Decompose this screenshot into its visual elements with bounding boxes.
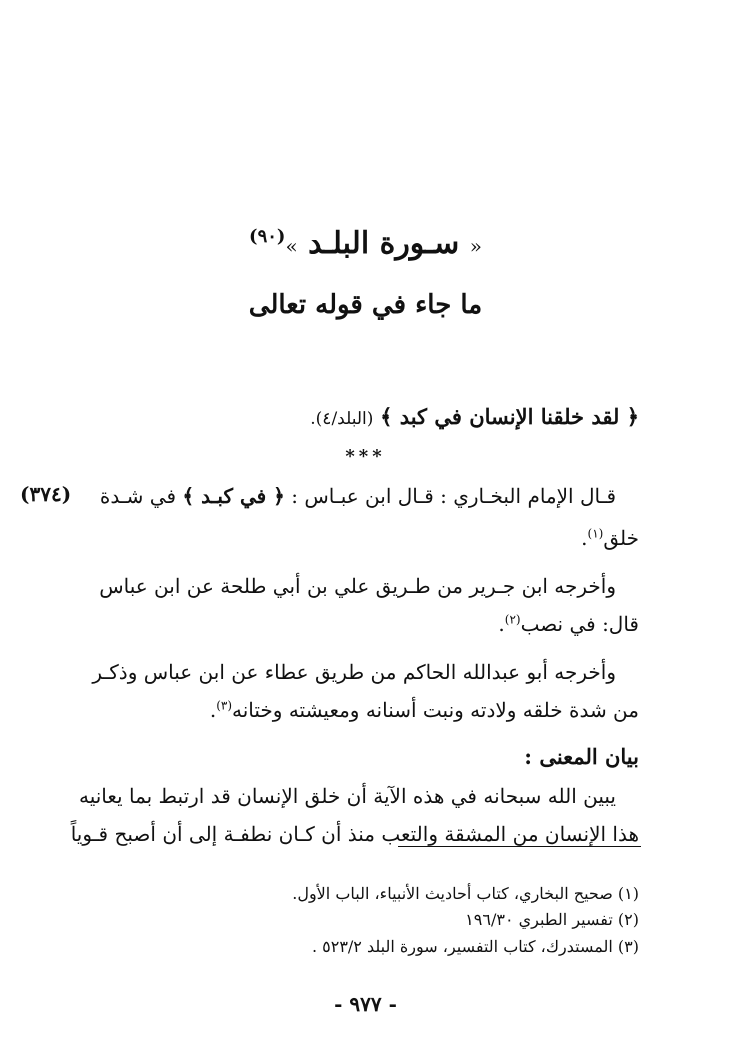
paragraph-text: . [498,612,505,636]
paragraph-text: في شـدة [99,484,183,508]
paragraph-1-line-1 [100,484,616,508]
paragraph-text: قـال الإمام البخـاري : قـال ابن عبـاس : [284,484,616,508]
footnote-ref: (٢) [504,612,521,627]
hadith-number: (٣٧٤) [20,482,72,506]
footnote-number: (٢) [617,910,639,929]
footnote-1 [292,884,639,903]
paragraph-text: . [581,526,588,550]
footnote-divider [398,846,641,847]
meaning-heading: بيان المعنى : [524,744,639,769]
meaning-line-2: هذا الإنسان من المشقة والتعب منذ أن كـان نطفـة إلى أن أصبح قـوياً [70,822,639,846]
footnote-number: (٣) [617,937,639,956]
page-number: - ٩٧٧ - [334,992,397,1016]
footnote-text: صحيح البخاري، كتاب أحاديث الأنبياء، الباب الأول. [292,884,613,903]
footnote-2 [465,910,639,929]
surah-title [0,226,731,261]
footnote-3 [312,937,639,956]
footnote-ref: (٣) [216,698,233,713]
paragraph-text: من شدة خلقه ولادته ونبت أسنانه ومعيشته وختانه [232,698,639,722]
meaning-line-1: يبين الله سبحانه في هذه الآية أن خلق الإنسان قد ارتبط بما يعانيه [78,784,616,808]
paragraph-1-line-2 [581,526,639,550]
section-subtitle: ما جاء في قوله تعالى [248,290,483,320]
footnote-ref: (١) [587,526,604,541]
paragraph-text: خلق [603,526,639,550]
section-separator: *** [345,446,386,467]
quran-verse [310,404,639,429]
footnote-text: المستدرك، كتاب التفسير، سورة البلد ٥٢٣/٢ . [311,937,613,956]
footnote-number: (١) [617,884,639,903]
paragraph-3-line-2 [210,698,639,722]
paragraph-2-line-2 [498,612,639,636]
close-quote: » [285,234,298,258]
open-quote: « [469,234,482,258]
verse-text: ﴿ لقد خلقنا الإنسان في كبد ﴾ [380,404,639,429]
surah-name: سـورة البلـد [308,226,460,261]
paragraph-text: قال: في نصب [520,612,639,636]
quoted-term: ﴿ في كبـد ﴾ [182,484,285,508]
paragraph-2-line-1: وأخرجه ابن جـرير من طـريق علي بن أبي طلحة عن ابن عباس [99,574,616,598]
footnote-text: تفسير الطبري ١٩٦/٣٠ [465,910,613,929]
surah-number: (٩٠) [249,226,286,247]
paragraph-3-line-1: وأخرجه أبو عبدالله الحاكم من طريق عطاء عن ابن عباس وذكـر [92,660,616,684]
paragraph-text: . [209,698,217,722]
verse-reference: (البلد/٤). [310,409,374,429]
